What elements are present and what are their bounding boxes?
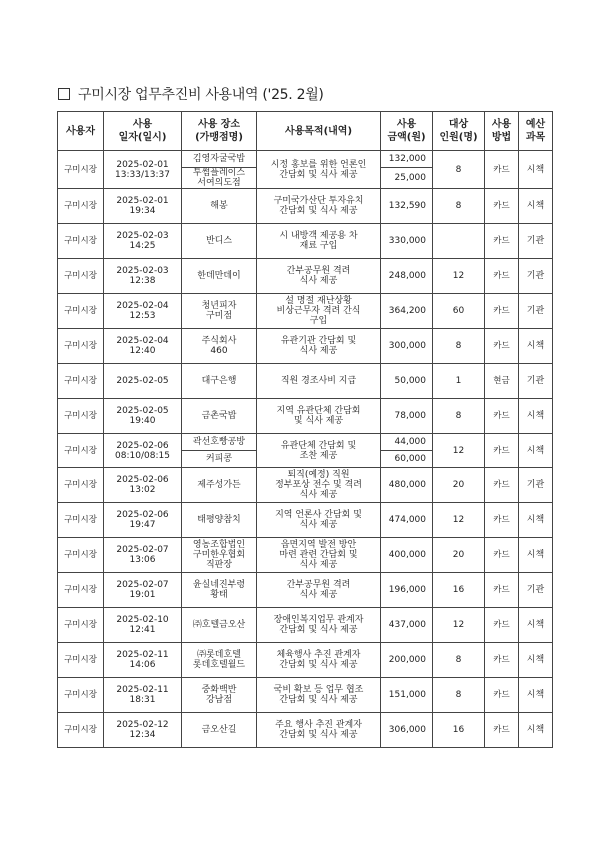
method-cell: 카드 <box>485 713 519 748</box>
date-cell: 2025-02-05 19:40 <box>104 399 182 434</box>
table-row <box>58 151 553 168</box>
purpose-cell: 시정 홍보를 위한 언론인 간담회 및 식사 제공 <box>257 151 381 189</box>
method-cell: 카드 <box>485 224 519 259</box>
people-cell: 8 <box>433 678 485 713</box>
method-cell: 카드 <box>485 503 519 538</box>
amount-cell: 196,000 <box>381 573 433 608</box>
date-cell: 2025-02-01 13:33/13:37 <box>104 151 182 189</box>
user-cell: 구미시장 <box>58 329 104 364</box>
people-cell: 20 <box>433 468 485 503</box>
budget-cell: 시책 <box>519 189 553 224</box>
user-cell: 구미시장 <box>58 294 104 329</box>
people-cell <box>433 224 485 259</box>
checkbox-square-icon <box>58 88 70 100</box>
place-cell: 한데만데이 <box>182 259 257 294</box>
budget-cell: 기관 <box>519 364 553 399</box>
people-cell: 12 <box>433 434 485 468</box>
amount-cell: 300,000 <box>381 329 433 364</box>
place-cell: 중화백반 강남점 <box>182 678 257 713</box>
method-cell: 카드 <box>485 678 519 713</box>
amount-cell: 50,000 <box>381 364 433 399</box>
people-cell: 8 <box>433 151 485 189</box>
amount-cell: 400,000 <box>381 538 433 573</box>
place-cell: ㈜롯데호텔 롯데호텔월드 <box>182 643 257 678</box>
header-cell: 예산 과목 <box>519 112 553 151</box>
table-row <box>58 294 553 329</box>
place-cell: 제주성가든 <box>182 468 257 503</box>
people-cell: 8 <box>433 329 485 364</box>
budget-cell: 시책 <box>519 713 553 748</box>
place-cell: 주식회사 460 <box>182 329 257 364</box>
table-row <box>58 259 553 294</box>
table-row <box>58 713 553 748</box>
date-cell: 2025-02-05 <box>104 364 182 399</box>
method-cell: 카드 <box>485 329 519 364</box>
budget-cell: 기관 <box>519 294 553 329</box>
user-cell: 구미시장 <box>58 643 104 678</box>
purpose-cell: 퇴직(예정) 직원 정부포상 전수 및 격려 식사 제공 <box>257 468 381 503</box>
header-cell: 사용 금액(원) <box>381 112 433 151</box>
user-cell: 구미시장 <box>58 538 104 573</box>
budget-cell: 시책 <box>519 503 553 538</box>
budget-cell: 시책 <box>519 399 553 434</box>
table-row <box>58 468 553 503</box>
user-cell: 구미시장 <box>58 259 104 294</box>
method-cell: 카드 <box>485 608 519 643</box>
amount-cell: 480,000 <box>381 468 433 503</box>
table-row <box>58 399 553 434</box>
amount-cell: 364,200 <box>381 294 433 329</box>
header-cell: 사용목적(내역) <box>257 112 381 151</box>
date-cell: 2025-02-10 12:41 <box>104 608 182 643</box>
people-cell: 12 <box>433 608 485 643</box>
user-cell: 구미시장 <box>58 608 104 643</box>
place-cell: 김영자굴국밥 <box>182 151 257 168</box>
user-cell: 구미시장 <box>58 434 104 468</box>
amount-cell: 437,000 <box>381 608 433 643</box>
table-row <box>58 189 553 224</box>
amount-cell: 330,000 <box>381 224 433 259</box>
method-cell: 현금 <box>485 364 519 399</box>
header-cell: 대상 인원(명) <box>433 112 485 151</box>
budget-cell: 시책 <box>519 678 553 713</box>
budget-cell: 기관 <box>519 259 553 294</box>
method-cell: 카드 <box>485 573 519 608</box>
date-cell: 2025-02-06 13:02 <box>104 468 182 503</box>
people-cell: 8 <box>433 399 485 434</box>
purpose-cell: 장애인복지업무 관계자 간담회 및 식사 제공 <box>257 608 381 643</box>
place-cell: 커피콩 <box>182 451 257 468</box>
amount-cell: 44,000 <box>381 434 433 451</box>
date-cell: 2025-02-04 12:40 <box>104 329 182 364</box>
people-cell: 12 <box>433 503 485 538</box>
budget-cell: 시책 <box>519 151 553 189</box>
method-cell: 카드 <box>485 259 519 294</box>
people-cell: 8 <box>433 643 485 678</box>
table-row <box>58 364 553 399</box>
method-cell: 카드 <box>485 189 519 224</box>
place-cell: 윤실네진부령 황태 <box>182 573 257 608</box>
people-cell: 20 <box>433 538 485 573</box>
purpose-cell: 간부공무원 격려 식사 제공 <box>257 573 381 608</box>
purpose-cell: 유관단체 간담회 및 조찬 제공 <box>257 434 381 468</box>
table-header-row <box>58 112 553 151</box>
date-cell: 2025-02-06 08:10/08:15 <box>104 434 182 468</box>
people-cell: 60 <box>433 294 485 329</box>
date-cell: 2025-02-11 14:06 <box>104 643 182 678</box>
date-cell: 2025-02-06 19:47 <box>104 503 182 538</box>
user-cell: 구미시장 <box>58 224 104 259</box>
date-cell: 2025-02-11 18:31 <box>104 678 182 713</box>
amount-cell: 306,000 <box>381 713 433 748</box>
user-cell: 구미시장 <box>58 503 104 538</box>
method-cell: 카드 <box>485 151 519 189</box>
purpose-cell: 국비 확보 등 업무 협조 간담회 및 식사 제공 <box>257 678 381 713</box>
place-cell: 곽선호빵공방 <box>182 434 257 451</box>
purpose-cell: 체육행사 추진 관계자 간담회 및 식사 제공 <box>257 643 381 678</box>
user-cell: 구미시장 <box>58 189 104 224</box>
header-cell: 사용 장소 (가맹점명) <box>182 112 257 151</box>
title-text: 구미시장 업무추진비 사용내역 ('25. 2월) <box>78 87 324 103</box>
people-cell: 16 <box>433 573 485 608</box>
budget-cell: 기관 <box>519 573 553 608</box>
user-cell: 구미시장 <box>58 678 104 713</box>
place-cell: 해봉 <box>182 189 257 224</box>
table-row <box>58 503 553 538</box>
budget-cell: 시책 <box>519 434 553 468</box>
people-cell: 8 <box>433 189 485 224</box>
amount-cell: 200,000 <box>381 643 433 678</box>
header-cell: 사용 방법 <box>485 112 519 151</box>
date-cell: 2025-02-03 14:25 <box>104 224 182 259</box>
header-cell: 사용 일자(일시) <box>104 112 182 151</box>
people-cell: 16 <box>433 713 485 748</box>
place-cell: 금촌국밥 <box>182 399 257 434</box>
user-cell: 구미시장 <box>58 399 104 434</box>
place-cell: ㈜호텔금오산 <box>182 608 257 643</box>
budget-cell: 기관 <box>519 468 553 503</box>
date-cell: 2025-02-07 13:06 <box>104 538 182 573</box>
table-row <box>58 224 553 259</box>
place-cell: 대구은행 <box>182 364 257 399</box>
place-cell: 태평양참치 <box>182 503 257 538</box>
budget-cell: 시책 <box>519 643 553 678</box>
method-cell: 카드 <box>485 538 519 573</box>
place-cell: 반디스 <box>182 224 257 259</box>
method-cell: 카드 <box>485 468 519 503</box>
date-cell: 2025-02-12 12:34 <box>104 713 182 748</box>
table-row <box>58 329 553 364</box>
method-cell: 카드 <box>485 643 519 678</box>
amount-cell: 60,000 <box>381 451 433 468</box>
place-cell: 영농조합법인 구미한우협회 직판장 <box>182 538 257 573</box>
method-cell: 카드 <box>485 399 519 434</box>
budget-cell: 시책 <box>519 608 553 643</box>
people-cell: 1 <box>433 364 485 399</box>
date-cell: 2025-02-01 19:34 <box>104 189 182 224</box>
purpose-cell: 직원 경조사비 지급 <box>257 364 381 399</box>
amount-cell: 474,000 <box>381 503 433 538</box>
purpose-cell: 시 내방객 제공용 차 재료 구입 <box>257 224 381 259</box>
amount-cell: 248,000 <box>381 259 433 294</box>
place-cell: 금오산길 <box>182 713 257 748</box>
user-cell: 구미시장 <box>58 713 104 748</box>
user-cell: 구미시장 <box>58 151 104 189</box>
user-cell: 구미시장 <box>58 573 104 608</box>
expense-table <box>57 111 553 748</box>
date-cell: 2025-02-04 12:53 <box>104 294 182 329</box>
place-cell: 투썸플레이스 서여의도점 <box>182 168 257 189</box>
purpose-cell: 구미국가산단 투자유치 간담회 및 식사 제공 <box>257 189 381 224</box>
header-cell: 사용자 <box>58 112 104 151</box>
budget-cell: 기관 <box>519 224 553 259</box>
table-row <box>58 678 553 713</box>
people-cell: 12 <box>433 259 485 294</box>
table-row <box>58 608 553 643</box>
amount-cell: 151,000 <box>381 678 433 713</box>
purpose-cell: 주요 행사 추진 관계자 간담회 및 식사 제공 <box>257 713 381 748</box>
amount-cell: 132,000 <box>381 151 433 168</box>
table-row <box>58 643 553 678</box>
purpose-cell: 지역 언론사 간담회 및 식사 제공 <box>257 503 381 538</box>
user-cell: 구미시장 <box>58 364 104 399</box>
table-row <box>58 573 553 608</box>
user-cell: 구미시장 <box>58 468 104 503</box>
table-row <box>58 538 553 573</box>
budget-cell: 시책 <box>519 538 553 573</box>
purpose-cell: 지역 유관단체 간담회 및 식사 제공 <box>257 399 381 434</box>
method-cell: 카드 <box>485 294 519 329</box>
date-cell: 2025-02-03 12:38 <box>104 259 182 294</box>
method-cell: 카드 <box>485 434 519 468</box>
amount-cell: 132,590 <box>381 189 433 224</box>
date-cell: 2025-02-07 19:01 <box>104 573 182 608</box>
purpose-cell: 유관기관 간담회 및 식사 제공 <box>257 329 381 364</box>
page-title <box>58 84 324 104</box>
purpose-cell: 읍면지역 발전 방안 마련 관련 간담회 및 식사 제공 <box>257 538 381 573</box>
budget-cell: 시책 <box>519 329 553 364</box>
amount-cell: 78,000 <box>381 399 433 434</box>
amount-cell: 25,000 <box>381 168 433 189</box>
place-cell: 청년피자 구미점 <box>182 294 257 329</box>
purpose-cell: 간부공무원 격려 식사 제공 <box>257 259 381 294</box>
purpose-cell: 설 명절 재난상황 비상근무자 격려 간식 구입 <box>257 294 381 329</box>
table-row <box>58 434 553 451</box>
